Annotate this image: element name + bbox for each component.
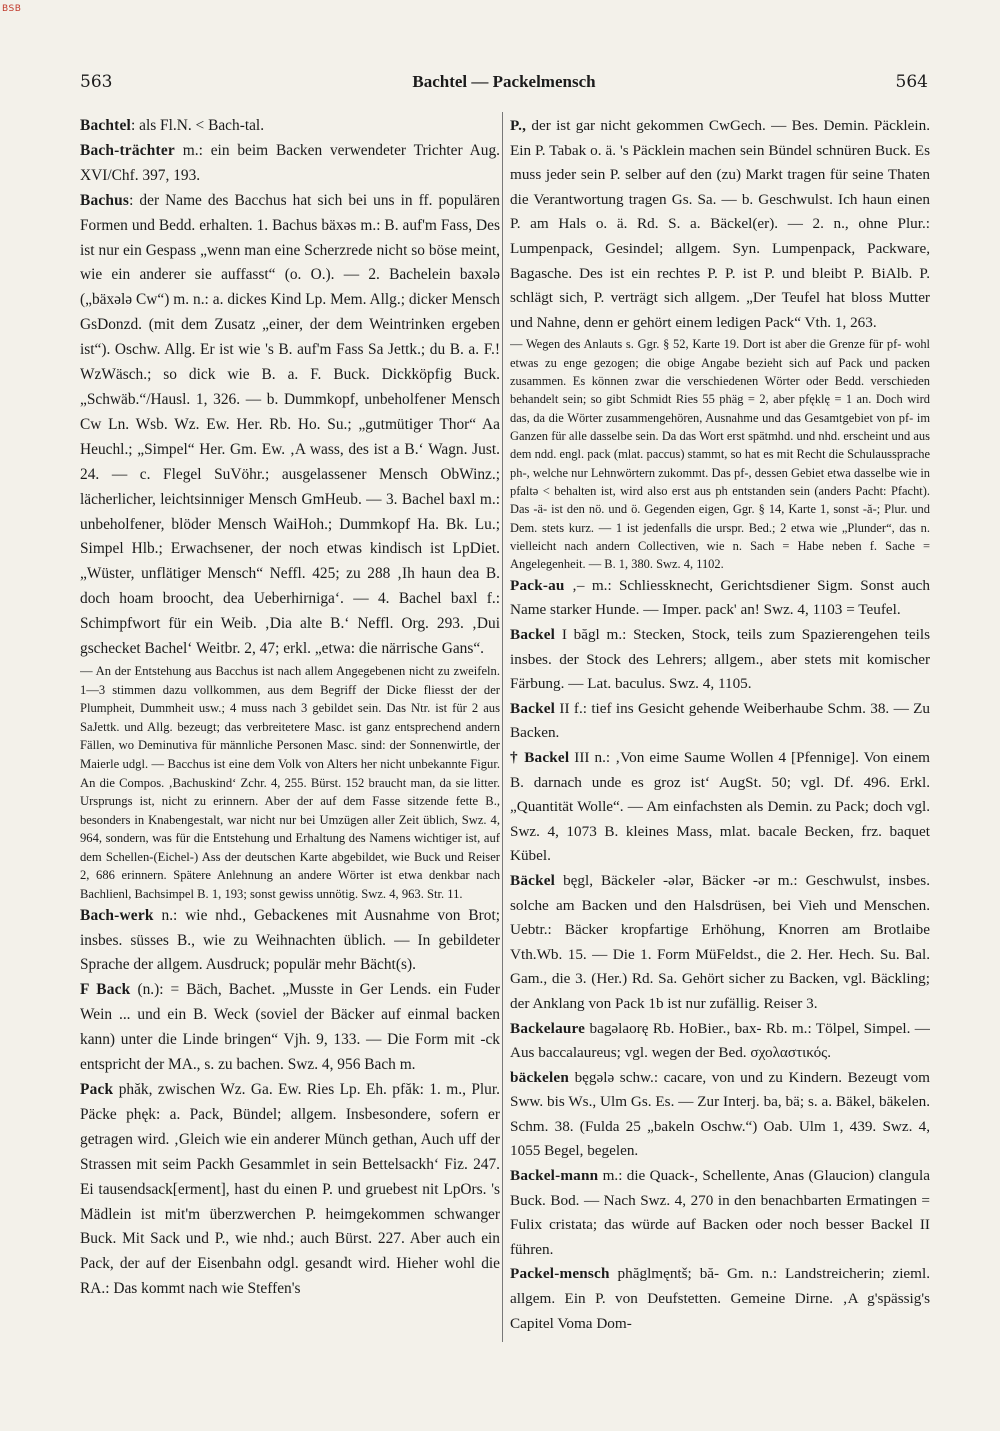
dictionary-entry: Bäckel bęgl, Bäckeler -ələr, Bäcker -ər m.: Geschwulst, insbes. solche am Backen und den Halsdrüsen, bei Vieh und Menschen. Uebtr.: Bäcker kropfartige Erhöhung, Knorren am Brotlaibe Vth.Wb. 15. — Die 1. Form MüFeldst., die 2. Her. Hech. Su. Bal. Gam., die 3. (Her.) Rd. Sa. Gehört sicher zu Backen, vgl. Bäckling; der Anklang von Pack 1b ist nur zufällig. Reiser 3. xyxy=(510,871,930,1012)
dictionary-entry: Bach-trächter m.: ein beim Backen verwendeter Trichter Aug. XVI/Chf. 397, 193. xyxy=(80,141,500,184)
column-divider xyxy=(502,112,503,1342)
dictionary-entry: Backel-mann m.: die Quack-, Schellente, Anas (Glaucion) clangula Buck. Bod. — Nach Swz. 4, 270 in den benachbarten Ermatingen = Fulix cristata; das würde auf Backen oder noch besser Backel II führen. xyxy=(510,1167,930,1258)
dictionary-entry: Bachtel: als Fl.N. < Bach-tal. xyxy=(80,117,265,134)
right-column xyxy=(510,114,930,1344)
headword: Bachtel xyxy=(80,117,131,134)
headword: Backel xyxy=(510,626,556,643)
headword: Pack xyxy=(80,1081,114,1098)
headword: Bäckel xyxy=(510,871,556,889)
headword: Bach-werk xyxy=(80,906,154,924)
dictionary-entry: Pack-au ‚– m.: Schliessknecht, Gerichtsdiener Sigm. Sonst auch Name starker Hunde. — Imper. pack' an! Swz. 4, 1103 = Teufel. xyxy=(510,576,930,619)
dictionary-entry: Bachus: der Name des Bacchus hat sich bei uns in ff. populären Formen und Bedd. erhalten. 1. Bachus bäxəs m.: B. auf'm Fass, Des ist nur ein Gespass „wenn man eine Scherzrede nicht so böse meint, wie ein anderer sie auffasst“ (o. O.). — 2. Bachelein baxələ („bäxələ Cw“) m. n.: a. dickes Kind Lp. Mem. Allg.; dicker Mensch GsDonzd. (mit dem Zusatz „einer, der dem Weintrinken ergeben ist“). Oschw. Allg. Er ist wie 's B. auf'm Fass Sa Jettk.; du B. a. F.! WzWäsch.; so dick wie B. a. F. Buck. Dickköpfig Buck. „Schwäb.“/Hausl. 1, 326. — b. Dummkopf, unbeholfener Mensch Cw Ln. Wsb. Wz. Ew. Her. Rb. Ho. Su.; „gutmütiger Thor“ Aa Heuchl.; „Simpel“ Her. Gm. Ew. ‚A wass, des ist a B.‘ Wagn. Just. 24. — c. Flegel SuVöhr.; ausgelassener Mensch ObWinz.; lächerlicher, leichtsinniger Mensch GmHeub. — 3. Bachel baxl m.: unbeholfener, blöder Mensch WaiHoh.; Dummkopf Ha. Bk. Lu.; Simpel Hlb.; Erwachsener, der noch etwas kindisch ist LpDiet. „Wüster, unflätiger Mensch“ Neffl. 425; zu 288 ‚Ih haun dea B. doch hoam broocht, dea Ueberhirniga‘. — 4. Bachel baxl f.: Schimpfwort für ein Weib. ‚Dia alte B.‘ Neffl. Org. 293. ‚Dui gschecket Bachel‘ Weitbr. 2, 47; erkl. „etwa: die närrische Gans“. xyxy=(80,191,500,658)
headword: Pack-au xyxy=(510,576,565,594)
library-stamp: BSB xyxy=(2,4,22,14)
headword: Packel-mensch xyxy=(510,1265,610,1283)
headword: † Backel xyxy=(510,748,570,766)
headword: Backelaure xyxy=(510,1019,586,1037)
headword: P., xyxy=(510,117,527,134)
etymology-note: — Wegen des Anlauts s. Ggr. § 52, Karte 19. Dort ist aber die Grenze für pf- wohl etwas zu enge gezogen; die obige Angabe bezieht sich auf Pack und packen zusammen. Es können zwar die verschiedenen Wörter oder Bedd. verschieden behandelt sein; so gibt Schmidt Ries 55 phäg = 2, aber pfęklę = 1 an. Doch wird das, da die Wörter zusammengehören, Ausnahme und das Gesamtgebiet von pf- im Ganzen für alle dasselbe sein. Da das Wort erst spätmhd. und nhd. erscheint und aus dem ndd. engl. pack (mlat. paccus) stammt, so hat es mit Recht die Schulaussprache ph-, welche nur Lehnwörtern zukommt. Das pf-, dessen Gebiet etwa dasselbe wie in pfaltə < behalten ist, wird also erst aus ph entstanden sein (anders Pacht: Pfacht). Das -ä- ist den nö. und ö. Gegenden eigen, Ggr. § 14, Karte 1, sonst -ă-; Plur. und Dem. stets kurz. — 1 ist jedenfalls die urspr. Bed.; 2 etwa wie „Plunder“, das n. vielleicht nach andern Collectiven, wie n. Sach = Habe neben f. Sache = Angelegenheit. — B. 1, 380. Swz. 4, 1102. xyxy=(510,337,930,572)
page-number-left: 563 xyxy=(80,72,113,92)
dictionary-entry: bäckelen bęgələ schw.: cacare, von und zu Kindern. Bezeugt vom Sww. bis Ws., Ulm Gs. Es. — Zur Interj. ba, bä; s. a. Bäkel, bäkelen. Schm. 38. (Fulda 25 „bakeln Oschw.“) Oab. Ulm 1, 439. Swz. 4, 1055 Begel, begelen. xyxy=(510,1068,930,1160)
dictionary-entry: Backelaure bagəlaorę Rb. HoBier., bax- Rb. m.: Tölpel, Simpel. — Aus baccalaureus; vgl. wegen der Bed. σχολαστικός. xyxy=(510,1019,930,1062)
dictionary-entry: Backel II f.: tief ins Gesicht gehende Weiberhaube Schm. 38. — Zu Backen. xyxy=(510,699,930,742)
dictionary-entry: Bach-werk n.: wie nhd., Gebackenes mit Ausnahme von Brot; insbes. süsses B., wie zu Weihnachten üblich. — In gebildeter Sprache der allgem. Ausdruck; populär mehr Bächt(s). xyxy=(80,906,500,974)
dictionary-entry: Packel-mensch phăglmęntš; bă- Gm. n.: Landstreicherin; zieml. allgem. Ein P. von Deufstetten. Gemeine Dirne. ‚A g'spässig's Capitel Voma Dom- xyxy=(510,1265,930,1332)
etymology-note: — An der Entstehung aus Bacchus ist nach allem Angegebenen nicht zu zweifeln. 1—3 stimmen dazu vollkommen, aus dem Begriff der Dicke fliesst der der Plumpheit, Dummheit usw.; 4 muss nach 3 gebildet sein. Das Ntr. ist für 2 aus SaJettk. und Allg. bezeugt; das verbreitetere Masc. ist ganz entsprechend andern Fällen, wo Deminutiva für männliche Personen Masc. sind: der Sonnenwirtle, der Maierle udgl. — Bacchus ist eine dem Volk von Alters her nicht unbekannte Figur. An die Compos. ‚Bachuskind‘ Zchr. 4, 255. Bürst. 152 braucht man, da sie litter. Ursprungs ist, nicht zu erinnern. Aber der auf dem Fasse sitzende fette B., besonders in Knabengestalt, war nicht nur bei Umzügen aller Zeit üblich, Swz. 4, 964, sondern, was für die Entstehung und Erhaltung des Namens wichtiger ist, auf dem Schellen-(Eichel-) Ass der deutschen Karte abgebildet, wie Buck und Reiser 2, 686 erinnern. Spätere Anlehnung an andere Wörter ist etwa denkbar nach Bachlienl, Bachsimpel B. 1, 193; sonst gewiss unnötig. Swz. 4, 963. Str. 11. xyxy=(80,663,500,902)
page-number-right: 564 xyxy=(895,72,928,92)
headword: Bach-trächter xyxy=(80,141,175,159)
dictionary-entry: Backel I băgl m.: Stecken, Stock, teils zum Spazierengehen teils insbes. der Stock des Lehrers; allgem., aber stets mit komischer Färbung. — Lat. baculus. Swz. 4, 1105. xyxy=(510,626,930,693)
headword: Bachus xyxy=(80,191,130,209)
headword: bäckelen xyxy=(510,1068,569,1086)
running-title: Bachtel — Packelmensch xyxy=(412,72,596,91)
dictionary-entry: Pack phăk, zwischen Wz. Ga. Ew. Ries Lp. Eh. pfăk: 1. m., Plur. Päcke phęk: a. Pack, Bündel; allgem. Insbesondere, sofern er getragen wird. ‚Gleich wie ein anderer Münch gethan, Auch uff der Strassen mit seim Packh Gesammlet in sein Bettelsackh‘ Fiz. 247. Ei tausendsack[erment], hast du einen P. und gruebest nit LpOrs. 's Mädlein ist mit'm überzwerchen P. heimgekommen schwanger Buck. Mit Sack und P., wie nhd.; auch Bürst. 227. Aber auch ein Pack, der auf der Eisenbahn odgl. gesandt wird. Hieher wohl die RA.: Das kommt nach wie Steffen's xyxy=(80,1081,500,1298)
dictionary-entry: P., der ist gar nicht gekommen CwGech. — Bes. Demin. Päcklein. Ein P. Tabak o. ä. 's Päcklein machen sein Bündel schnüren Buck. Es muss jeder sein P. selber auf den (zu) Markt tragen für seine Thaten die Verantwortung tragen Gs. Sa. — b. Geschwulst. Ich haun einen P. am Hals o. ä. Rd. S. a. Bäckel(er). — 2. n., ohne Plur.: Lumpenpack, Gesindel; allgem. Syn. Lumpenpack, Packware, Bagasche. Des ist ein rechtes P. P. ist P. und bleibt P. BiAlb. P. schlägt sich, P. verträgt sich allgem. „Der Teufel hat bloss Mutter und Nahne, denn er gehört einem ledigen Pack“ Vth. 1, 263. xyxy=(510,117,930,331)
page-header xyxy=(80,72,928,98)
headword: F Back xyxy=(80,981,131,999)
headword: Backel xyxy=(510,699,556,717)
dictionary-entry: † Backel III n.: ‚Von eime Saume Wollen 4 [Pfennige]. Von einem B. darnach unde es groz ist‘ AugSt. 50; vgl. Df. 496. Erkl. „Quantität Wolle“. — Am einfachsten als Demin. zu Pack; doch vgl. Swz. 4, 1073 B. kleines Mass, mlat. bacale Becken, frz. baquet Kübel. xyxy=(510,748,930,865)
headword: Backel-mann xyxy=(510,1167,599,1185)
dictionary-entry: F Back (n.): = Bäch, Bachet. „Musste in Ger Lends. ein Fuder Wein ... und ein B. Weck (soviel der Bäcker auf einmal backen kann) unter die Linde bringen“ Vjh. 9, 133. — Die Form mit -ck entspricht der MA., s. zu bachen. Swz. 4, 956 Bach m. xyxy=(80,981,500,1074)
left-column xyxy=(80,114,500,1344)
